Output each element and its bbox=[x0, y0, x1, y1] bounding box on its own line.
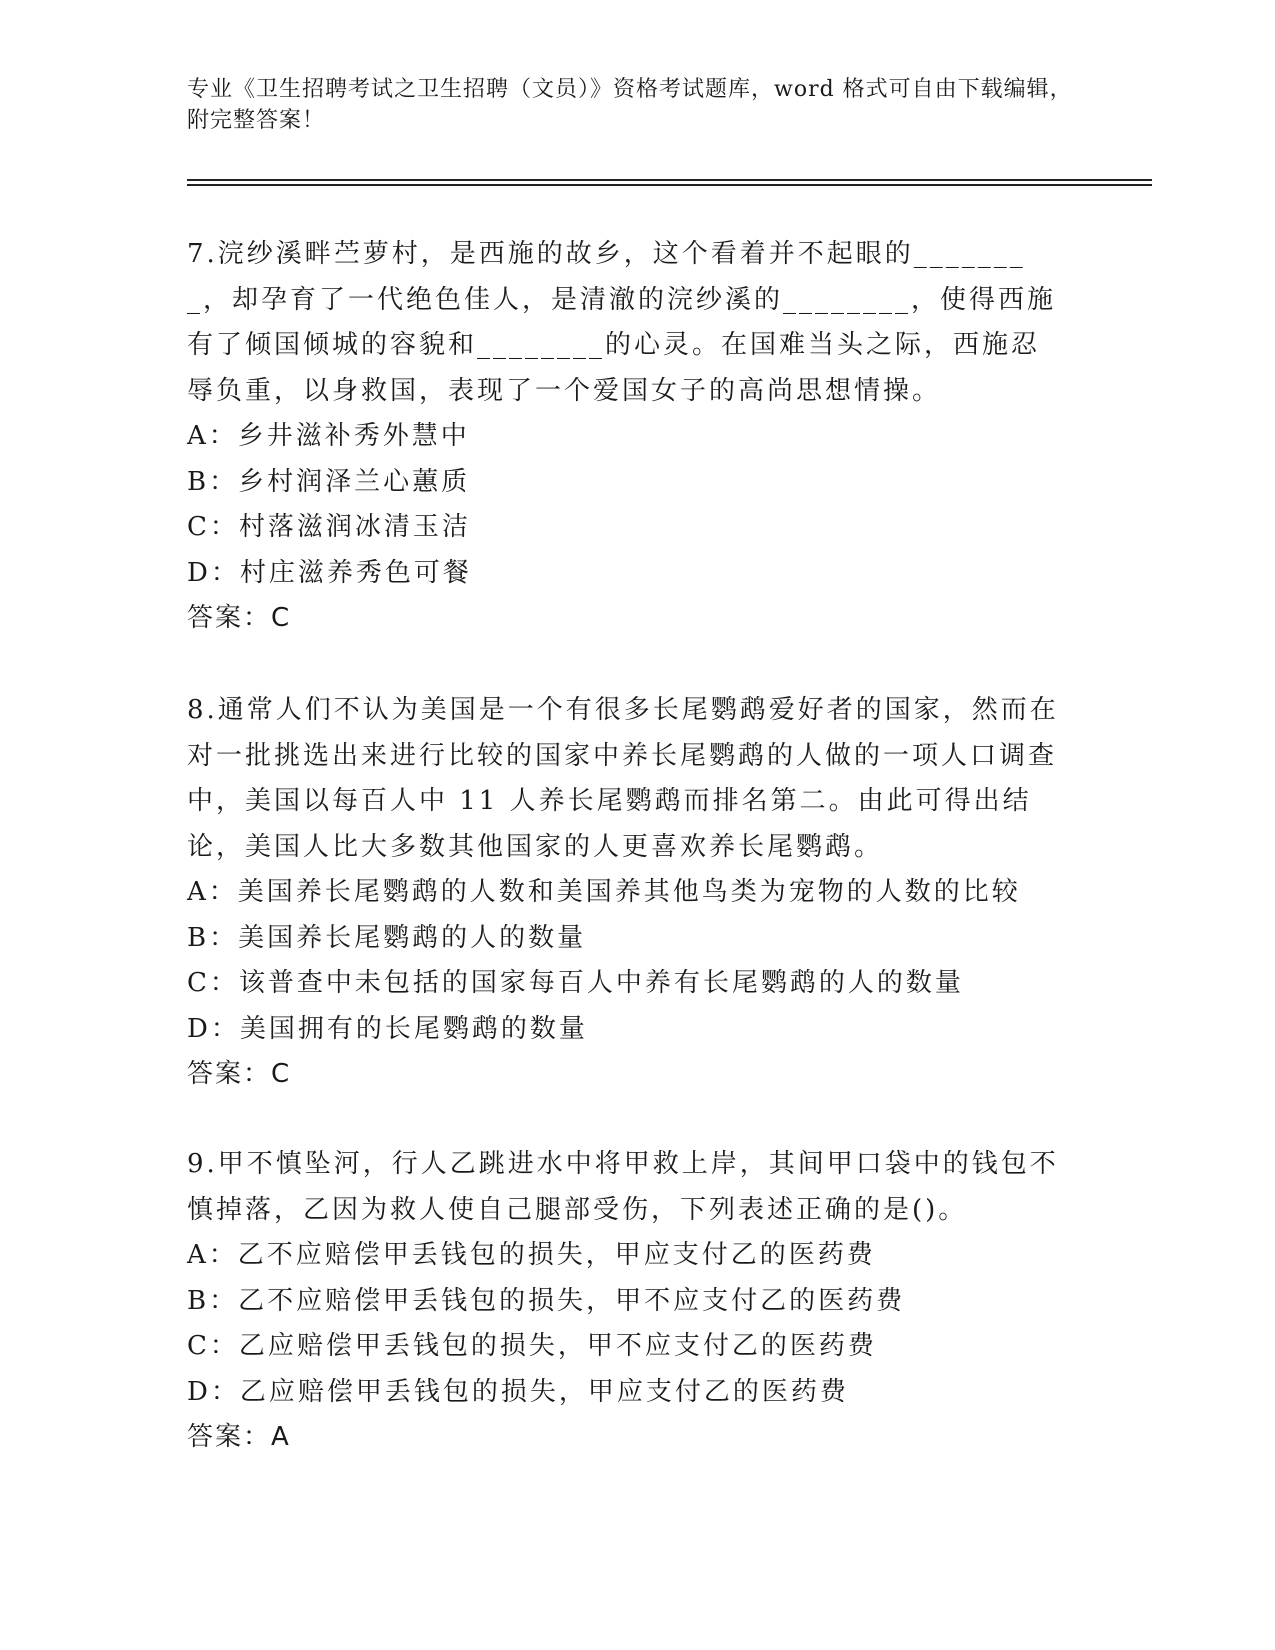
header-divider-top bbox=[187, 179, 1152, 181]
option-d: D：乙应赔偿甲丢钱包的损失，甲应支付乙的医药费 bbox=[187, 1376, 849, 1407]
answer-line: 答案：C bbox=[187, 1059, 292, 1089]
header-divider-bottom bbox=[187, 184, 1152, 186]
answer-line: 答案：A bbox=[187, 1422, 291, 1452]
option-a: A：乙不应赔偿甲丢钱包的损失，甲应支付乙的医药费 bbox=[187, 1240, 876, 1270]
header-text: 专业《卫生招聘考试之卫生招聘（文员）》资格考试题库，word 格式可自由下载编辑，附完整答案！ bbox=[187, 77, 1073, 133]
option-b: B：乙不应赔偿甲丢钱包的损失，甲不应支付乙的医药费 bbox=[187, 1285, 906, 1316]
question-9 bbox=[187, 1142, 1067, 1461]
option-a: A：美国养长尾鹦鹉的人数和美国养其他鸟类为宠物的人数的比较 bbox=[187, 877, 1021, 907]
question-stem: 9.甲不慎坠河，行人乙跳进水中将甲救上岸，其间甲口袋中的钱包不慎掉落，乙因为救人使自己腿部受伤，下列表述正确的是()。 bbox=[187, 1149, 1059, 1225]
option-d: D：美国拥有的长尾鹦鹉的数量 bbox=[187, 1013, 588, 1044]
option-d: D：村庄滋养秀色可餐 bbox=[187, 557, 472, 588]
option-c: C：乙应赔偿甲丢钱包的损失，甲不应支付乙的医药费 bbox=[187, 1331, 877, 1361]
document-header bbox=[187, 74, 1087, 136]
option-c: C：该普查中未包括的国家每百人中养有长尾鹦鹉的人的数量 bbox=[187, 968, 964, 998]
question-7 bbox=[187, 232, 1067, 642]
option-c: C：村落滋润冰清玉洁 bbox=[187, 512, 471, 542]
answer-line: 答案：C bbox=[187, 603, 292, 633]
question-8 bbox=[187, 688, 1067, 1098]
option-b: B：乡村润泽兰心蕙质 bbox=[187, 466, 471, 497]
option-a: A：乡井滋补秀外慧中 bbox=[187, 421, 470, 451]
option-b: B：美国养长尾鹦鹉的人的数量 bbox=[187, 922, 587, 953]
question-stem: 8.通常人们不认为美国是一个有很多长尾鹦鹉爱好者的国家，然而在对一批挑选出来进行比较的国家中养长尾鹦鹉的人做的一项人口调查中，美国以每百人中 11 人养长尾鹦鹉而排名第二。由此可得出结论，美国人比大多数其他国家的人更喜欢养长尾鹦鹉。 bbox=[187, 695, 1059, 862]
question-stem: 7.浣纱溪畔苎萝村，是西施的故乡，这个看着并不起眼的________，却孕育了一代绝色佳人，是清澈的浣纱溪的________，使得西施有了倾国倾城的容貌和________的心灵。在国难当头之际，西施忍辱负重，以身救国，表现了一个爱国女子的高尚思想情操。 bbox=[187, 239, 1057, 406]
